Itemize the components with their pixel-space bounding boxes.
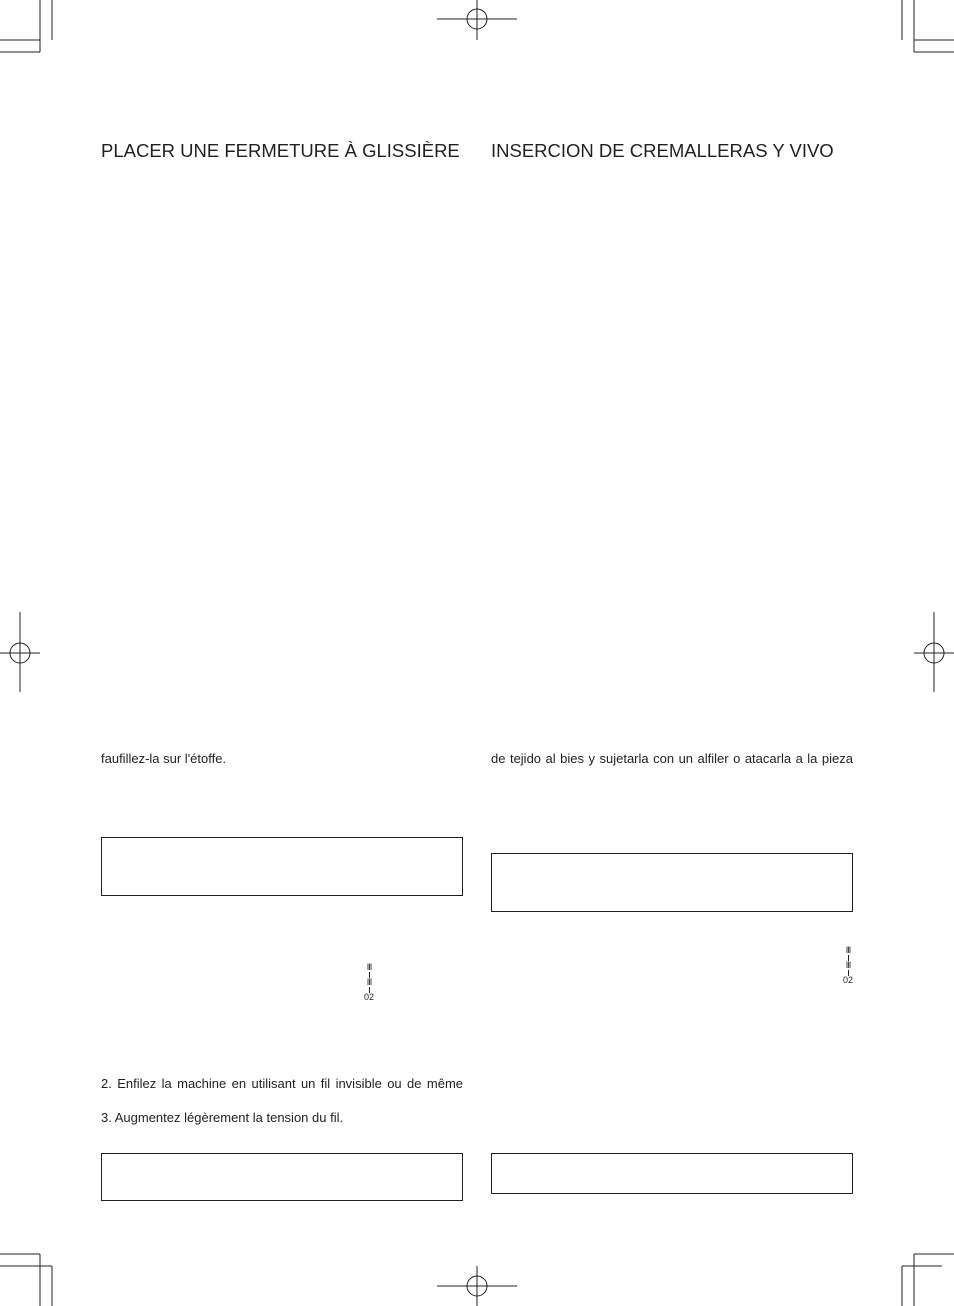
right-note-box-1 (491, 853, 853, 912)
registration-target-bottom (437, 1266, 517, 1306)
left-section-title: PLACER UNE FERMETURE À GLISSIÈRE (101, 140, 460, 161)
right-note-box-2 (491, 1153, 853, 1194)
right-text-tejido: de tejido al bies y sujetarla con un alfiler o atacarla a la pieza (491, 751, 853, 766)
registration-target-right (912, 612, 954, 694)
right-stitch-dial (838, 946, 858, 985)
right-section-title: INSERCION DE CREMALLERAS Y VIVO (491, 140, 834, 161)
dial-mark-top: III (366, 962, 372, 972)
dial-value: 02 (842, 975, 853, 985)
crop-mark-top-right (894, 0, 954, 60)
dial-mark-mid: III (366, 977, 372, 987)
left-stitch-dial (359, 963, 379, 1002)
left-step-3: 3. Augmentez légèrement la tension du fil. (101, 1110, 344, 1125)
left-note-box-1 (101, 837, 463, 896)
registration-target-left (0, 612, 42, 694)
left-note-box-2 (101, 1153, 463, 1201)
registration-target-top (437, 0, 517, 40)
crop-mark-top-left (0, 0, 60, 60)
dial-mark-top: III (845, 945, 851, 955)
dial-value: 02 (363, 992, 374, 1002)
dial-mark-mid: III (845, 960, 851, 970)
crop-mark-bottom-left (0, 1246, 60, 1306)
left-text-faufillez: faufillez-la sur l'étoffe. (101, 751, 227, 766)
left-step-2: 2. Enfilez la machine en utilisant un fil invisible ou de même (101, 1076, 463, 1091)
crop-mark-bottom-right (894, 1246, 954, 1306)
